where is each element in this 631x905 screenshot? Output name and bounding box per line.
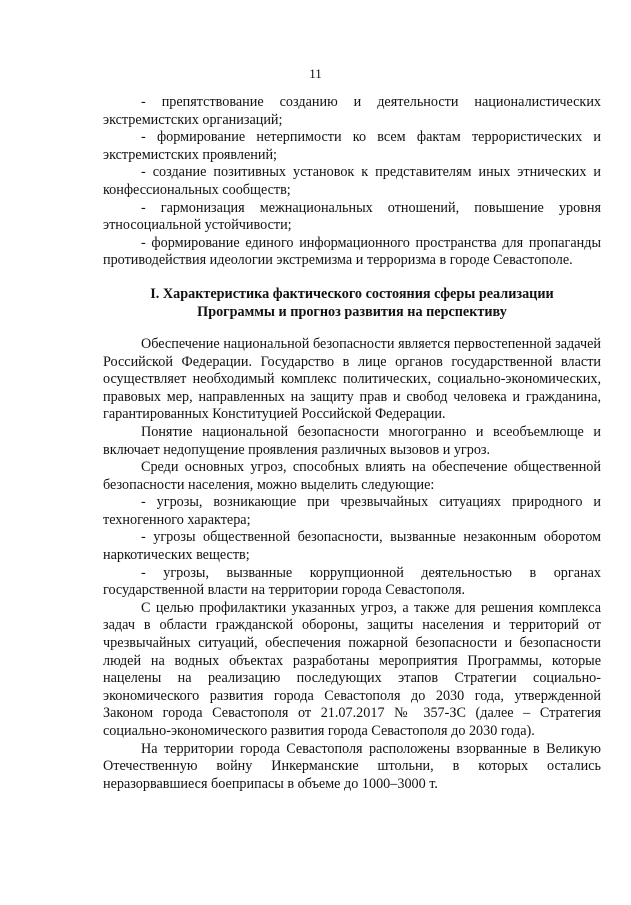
list-item: - угрозы, возникающие при чрезвычайных ситуациях природного и техногенного характера; [103, 494, 601, 528]
paragraph: На территории города Севастополя расположены взорванные в Великую Отечественную войну Инкерманские штольни, в которых остались неразорвавшиеся боеприпасы в объеме до 1000–3000 т. [103, 740, 601, 792]
list-item: - гармонизация межнациональных отношений, повышение уровня этносоциальной устойчивости; [103, 199, 601, 234]
list-item: - создание позитивных установок к представителям иных этнических и конфессиональных сообществ; [103, 164, 601, 198]
section-heading-line: Программы и прогноз развития на перспективу [197, 303, 507, 320]
paragraph: С целью профилактики указанных угроз, а также для решения комплекса задач в области гражданской обороны, защиты населения и территорий от чрезвычайных ситуаций, обеспечения пожарной безопасности и безопасности людей на водных объектах разработаны мероприятия Программы, которые нацелены на реализацию последующих этапов Стратегии социально-экономического развития города Севастополя до 2030 года, утвержденной Законом города Севастополя от 21.07.2017 № 357-ЗС (далее – Стратегия социально-экономического развития города Севастополя до 2030 года). [103, 599, 601, 739]
list-item: - формирование нетерпимости ко всем фактам террористических и экстремистских проявлений; [103, 129, 601, 163]
document-body [103, 94, 601, 793]
section-heading [103, 285, 601, 321]
list-item: - препятствование созданию и деятельности националистических экстремистских организаций; [103, 94, 601, 128]
section-heading-line: I. Характеристика фактического состояния сферы реализации [150, 285, 554, 302]
page-number: 11 [309, 66, 322, 81]
list-item: - угрозы общественной безопасности, вызванные незаконным оборотом наркотических веществ; [103, 529, 601, 564]
list-item: - формирование единого информационного пространства для пропаганды противодействия идеологии экстремизма и терроризма в городе Севастополе. [103, 234, 601, 269]
paragraph: Понятие национальной безопасности многогранно и всеобъемлюще и включает недопущение проявления различных вызовов и угроз. [103, 423, 601, 458]
list-item: - угрозы, вызванные коррупционной деятельностью в органах государственной власти на территории города Севастополя. [103, 564, 601, 599]
paragraph: Среди основных угроз, способных влиять на обеспечение общественной безопасности населения, можно выделить следующие: [103, 459, 601, 493]
paragraph: Обеспечение национальной безопасности является первостепенной задачей Российской Федерации. Государство в лице органов государственной власти осуществляет необходимый комплекс политических, социально-экономических, правовых мер, направленных на защиту прав и свобод человека и гражданина, гарантированных Конституцией Российской Федерации. [103, 335, 601, 423]
